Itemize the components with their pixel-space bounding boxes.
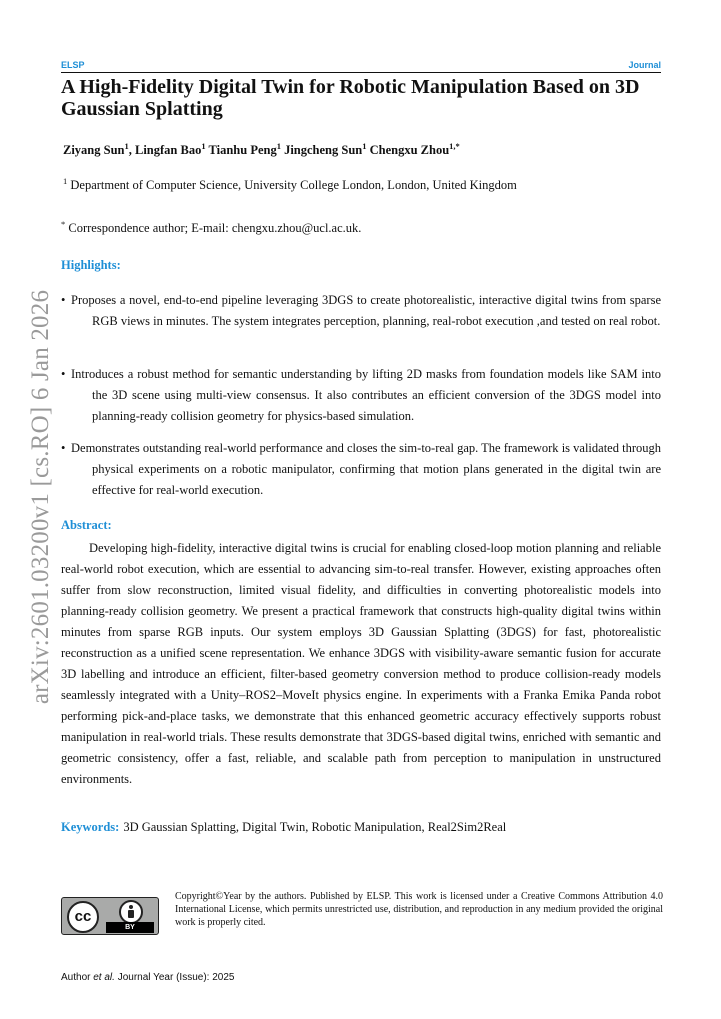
keywords-text: 3D Gaussian Splatting, Digital Twin, Robotic Manipulation, Real2Sim2Real [123,820,507,834]
arxiv-identifier: arXiv:2601.03200v1 [cs.RO] 6 Jan 2026 [27,289,54,705]
bullet-icon: • [61,293,66,307]
author-list [63,141,460,158]
keywords-heading: Keywords: [61,820,120,834]
correspondence-text: Correspondence author; E-mail: chengxu.zhou@ucl.ac.uk. [68,221,362,236]
author: Chengxu Zhou$^{1,*}$ [369,141,460,158]
arxiv-side-stamp [18,289,64,705]
author: Lingfan Bao$^1$ [135,141,206,158]
paper-title: A High-Fidelity Digital Twin for Robotic Manipulation Based on 3D Gaussian Splatting [61,76,640,120]
author: Jingcheng Sun$^1$ [284,141,367,158]
creative-commons-icon: cc [67,901,99,933]
affiliation-text: Department of Computer Science, University College London, London, United Kingdom [70,178,517,193]
cc-by-license-badge [61,897,159,935]
highlights-heading: Highlights: [61,258,121,272]
author: Tianhu Peng$^1$ [208,141,281,158]
abstract-heading: Abstract: [61,518,112,532]
affiliation-mark: 1 [63,176,68,186]
author: Ziyang Sun$^1$, [63,141,135,158]
publisher-label: ELSP [61,60,85,70]
bullet-icon: • [61,367,66,381]
highlight-text: Demonstrates outstanding real-world performance and closes the sim-to-real gap. The framework is validated through physical experiments on a robotic manipulator, confirming that motion plans generated in the digital twin are effective for real-world execution. [71,441,661,497]
highlight-item [61,364,661,427]
correspondence-mark: * [61,219,66,229]
affiliation [63,176,517,193]
page-header [61,60,661,70]
header-rule [61,72,661,73]
license-text: Copyright©Year by the authors. Published by ELSP. This work is licensed under a Creative Commons Attribution 4.0 International License, which permits unrestricted use, distribution, and reproduction in any medium provided the original work is properly cited. [175,891,663,928]
attribution-person-icon [119,900,143,924]
page-footer: Author et al. Journal Year (Issue): 2025 [61,972,235,983]
abstract-text: Developing high-fidelity, interactive digital twins is crucial for enabling closed-loop motion planning and reliable real-world robot execution, which are essential to advancing sim-to-real transfer. However, existing approaches often suffer from slow reconstruction, limited visual fidelity, and difficulties in converting photorealistic models into planning-ready collision geometry. We present a practical framework that constructs high-quality digital twins within minutes from sparse RGB inputs. Our system employs 3D Gaussian Splatting (3DGS) for fast, photorealistic reconstruction as a unified scene representation. We enhance 3DGS with visibility-aware semantic fusion for accurate 3D labelling and introduce an efficient, filter-based geometry conversion method to produce collision-ready models seamlessly integrated with a Unity–ROS2–MoveIt physics engine. In experiments with a Franka Emika Panda robot performing pick-and-place tasks, we demonstrate that this enhanced geometric accuracy effectively supports robust manipulation in real-world trials. These results demonstrate that 3DGS-based digital twins, enriched with semantic and geometric consistency, offer a fast, reliable, and scalable path from perception to manipulation in unstructured environments. [61,541,661,786]
bullet-icon: • [61,441,66,455]
journal-label: Journal [628,60,661,70]
keywords [61,820,506,835]
highlight-text: Introduces a robust method for semantic understanding by lifting 2D masks from foundation models like SAM into the 3D scene using multi-view consensus. It also contributes an efficient conversion of the 3DGS model into planning-ready collision geometry for physics-based simulation. [71,367,661,423]
by-label: BY [106,922,154,933]
highlight-item [61,290,661,332]
highlight-item [61,438,661,501]
highlight-text: Proposes a novel, end-to-end pipeline leveraging 3DGS to create photorealistic, interactive digital twins from sparse RGB views in minutes. The system integrates perception, planning, real-robot execution ,and tested on real robot. [71,293,661,328]
correspondence [61,219,361,236]
